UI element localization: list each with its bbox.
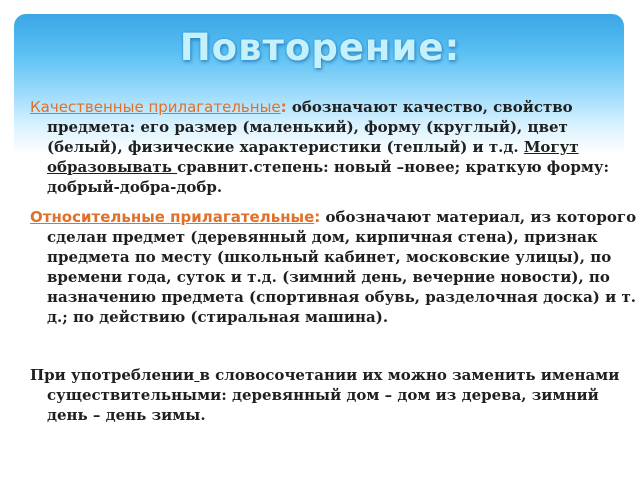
term-colon: : xyxy=(280,98,287,116)
paragraph-text: При употреблении xyxy=(30,366,195,384)
paragraph-text: обозначают материал, из которого сделан предмет (деревянный дом, кирпичная стена), признак предмета по месту (школьный кабинет, московские улицы), по времени года, суток и т.д. (зимний день, вечерние новости), по назначению предмета (спортивная обувь, разделочная доска) и т. д.; по действию (стиральная машина). xyxy=(47,208,637,326)
term-qualitative: Качественные прилагательные xyxy=(30,98,281,116)
term-relative: Относительные прилагательные xyxy=(30,208,315,226)
paragraph-text: обозначают качество, свойство предмета: его размер (маленький), форму (круглый), цвет (белый), физические характеристики (теплый) и т.д. xyxy=(47,98,573,156)
paragraph-text: в словосочетании их можно заменить именами существительными: деревянный дом – дом из дерева, зимний день – день зимы. xyxy=(47,366,620,424)
paragraph-relative xyxy=(30,207,637,327)
paragraph-qualitative xyxy=(30,97,637,197)
paragraph-usage xyxy=(30,365,637,425)
slide-title: Повторение: xyxy=(179,26,461,69)
paragraph-text: сравнит.степень: новый –новее; краткую форму: добрый-добра-добр. xyxy=(47,158,609,196)
underlined-phrase: Могут образовывать xyxy=(47,138,579,176)
term-colon: : xyxy=(314,208,321,226)
